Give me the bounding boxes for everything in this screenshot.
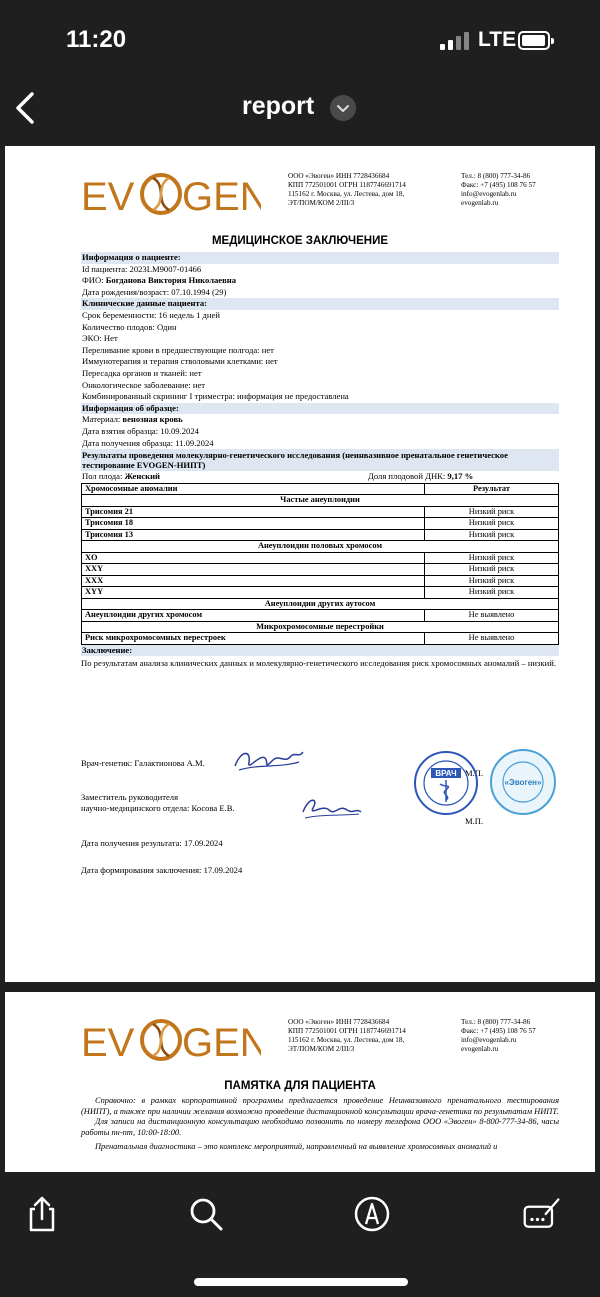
stamp-place-1: М.П.: [465, 768, 484, 778]
org-line: ЭТ/ПОМ/КОМ 2/III/3: [288, 1045, 355, 1053]
fetal-dna-value: 9,17 %: [447, 471, 474, 482]
table-row: [82, 506, 559, 518]
table-row: [82, 564, 559, 576]
clinical-line: ЭКО: Нет: [82, 333, 118, 344]
conclusion-text: По результатам анализа клинических данных и молекулярно-генетического исследования риск хромосомных аномалий – низкий.: [81, 658, 556, 669]
anomaly-result: Не выявлено: [425, 610, 559, 622]
anomaly-result: Низкий риск: [425, 575, 559, 587]
anomaly-result: Низкий риск: [425, 552, 559, 564]
contact-line: evogenlab.ru: [461, 1045, 499, 1053]
anomaly-result: Низкий риск: [425, 529, 559, 541]
anomaly-name: Трисомия 13: [82, 529, 425, 541]
table-row: [82, 518, 559, 530]
evogen-logo-icon: [81, 1014, 261, 1064]
svg-text:GEN: GEN: [182, 1021, 261, 1064]
received-date: Дата получения образца: 11.09.2024: [82, 437, 214, 448]
report-body: [81, 252, 559, 670]
section-sample: Информация об образце:: [81, 403, 559, 415]
anomaly-name: Риск микрохромосомных перестроек: [82, 633, 425, 645]
fetal-dna-label: Доля плодовой ДНК:: [368, 471, 448, 482]
table-header-row: [82, 483, 559, 495]
annotate-icon[interactable]: [522, 1194, 562, 1234]
section-clinical: Клинические данные пациента:: [81, 298, 559, 310]
section-patient: Информация о пациенте:: [81, 252, 559, 264]
org-info: [288, 1018, 448, 1054]
group-title: Анеуплоидии других аутосом: [82, 598, 559, 610]
markup-icon[interactable]: [352, 1194, 392, 1234]
section-results: Результаты проведения молекулярно-генетического исследования (неинвазивное пренатальное генетическое тестирование EVOGEN-НИПТ): [81, 449, 559, 471]
letterhead: [5, 992, 595, 1072]
contact-line: Факс: +7 (495) 108 76 57: [461, 181, 536, 189]
group-row: [82, 598, 559, 610]
memo-paragraph: Пренатальная диагностика – это комплекс мероприятий, направленный на выявление хромосомных аномалий и: [95, 1142, 498, 1151]
anomaly-name: XXY: [82, 564, 425, 576]
fetal-info: [81, 471, 559, 483]
doctor-stamp-text: ВРАЧ: [435, 769, 457, 778]
deputy-line-1: Заместитель руководителя: [81, 792, 179, 802]
group-title: Микрохромосомные перестройки: [82, 621, 559, 633]
org-line: ООО «Эвоген» ИНН 7728436684: [288, 172, 390, 180]
anomaly-name: Трисомия 18: [82, 518, 425, 530]
evogen-logo: [81, 168, 261, 218]
anomaly-result: Не выявлено: [425, 633, 559, 645]
org-line: ЭТ/ПОМ/КОМ 2/III/3: [288, 199, 355, 207]
contact-line: info@evogenlab.ru: [461, 190, 517, 198]
anomaly-name: Анеуплоидии других хромосом: [82, 610, 425, 622]
table-header: Результат: [425, 483, 559, 495]
contact-line: Тел.: 8 (800) 777-34-86: [461, 172, 531, 180]
battery-icon: [518, 31, 550, 50]
org-line: КПП 772501001 ОГРН 1187746691714: [288, 181, 406, 189]
sex-value: Женский: [124, 471, 160, 482]
sample-date: Дата взятия образца: 10.09.2024: [82, 425, 199, 436]
chevron-down-icon[interactable]: [330, 95, 356, 121]
clinical-line: Срок беременности: 16 недель 1 дней: [82, 309, 220, 320]
svg-text:GEN: GEN: [182, 175, 261, 218]
nav-bar: [0, 80, 600, 136]
fetal-sex: [82, 471, 368, 483]
anomaly-name: XO: [82, 552, 425, 564]
svg-text:EV: EV: [81, 1021, 135, 1064]
contact-line: Факс: +7 (495) 108 76 57: [461, 1027, 536, 1035]
geneticist-signature-icon: [229, 744, 307, 778]
patient-name: [81, 275, 559, 287]
home-indicator[interactable]: [194, 1278, 408, 1286]
anomaly-name: Трисомия 21: [82, 506, 425, 518]
status-bar: [0, 0, 600, 80]
clinical-line: Переливание крови в предшествующие полгода: нет: [82, 344, 274, 355]
table-row: [82, 575, 559, 587]
memo-paragraph: Для записи на дистанционную консультацию необходимо позвонить по номеру телефона ООО «Эвоген» 8-800-777-34-86, часы работы пн-пт, 10:00-18:00.: [81, 1117, 559, 1137]
org-line: 115162 г. Москва, ул. Лестева, дом 18,: [288, 1036, 405, 1044]
group-title: Частые анеуплоидии: [82, 495, 559, 507]
table-row: [82, 529, 559, 541]
group-row: [82, 541, 559, 553]
result-date: Дата получения результата: 17.09.2024: [81, 838, 223, 848]
anomaly-result: Низкий риск: [425, 506, 559, 518]
patient-id: Id пациента: 2023LM9007-01466: [82, 263, 202, 274]
table-row: [82, 552, 559, 564]
org-line: КПП 772501001 ОГРН 1187746691714: [288, 1027, 406, 1035]
fio-label: ФИО:: [82, 275, 106, 286]
org-info: [288, 172, 448, 208]
contacts: [461, 172, 571, 208]
stamp-place-2: М.П.: [465, 816, 484, 826]
group-row: [82, 621, 559, 633]
report-title: МЕДИЦИНСКОЕ ЗАКЛЮЧЕНИЕ: [211, 235, 389, 247]
company-stamp-text: «Эвоген»: [504, 778, 542, 787]
doctor-stamp-icon: [413, 750, 479, 816]
geneticist-line: Врач-генетик: Галактионова А.М.: [81, 758, 205, 768]
anomaly-result: Низкий риск: [425, 587, 559, 599]
group-row: [82, 495, 559, 507]
clinical-line: Пересадка органов и тканей: нет: [82, 367, 202, 378]
memo-text: [81, 1096, 559, 1153]
company-stamp-icon: [489, 748, 557, 816]
anomaly-result: Низкий риск: [425, 564, 559, 576]
letterhead: [5, 146, 595, 226]
table-header: Хромосомные аномалии: [82, 483, 425, 495]
anomaly-result: Низкий риск: [425, 518, 559, 530]
contact-line: Тел.: 8 (800) 777-34-86: [461, 1018, 531, 1026]
org-line: 115162 г. Москва, ул. Лестева, дом 18,: [288, 190, 405, 198]
memo-title: ПАМЯТКА ДЛЯ ПАЦИЕНТА: [224, 1080, 376, 1092]
document-title[interactable]: report: [242, 92, 315, 120]
evogen-logo-icon: [81, 168, 261, 218]
document-page-2: [5, 992, 595, 1172]
evogen-logo: [81, 1014, 261, 1064]
fio-value: Богданова Виктория Николаевна: [105, 275, 237, 286]
material-value: венозная кровь: [122, 414, 183, 425]
back-icon[interactable]: [10, 88, 40, 128]
section-conclusion: Заключение:: [81, 645, 559, 657]
clinical-line: Комбинированный скрининг I триместра: информация не предоставлена: [82, 391, 349, 402]
contacts: [461, 1018, 571, 1054]
clinical-line: Количество плодов: Один: [82, 321, 177, 332]
search-icon[interactable]: [186, 1194, 226, 1234]
fetal-dna: [368, 471, 473, 483]
conclusion-date: Дата формирования заключения: 17.09.2024: [81, 865, 243, 875]
deputy-signature-icon: [299, 792, 365, 822]
deputy-line-2: научно-медицинского отдела: Косова Е.В.: [81, 803, 235, 813]
signal-icon: [440, 32, 470, 50]
material-label: Материал:: [82, 414, 123, 425]
patient-dob: Дата рождения/возраст: 07.10.1994 (29): [82, 286, 227, 297]
svg-text:EV: EV: [81, 175, 135, 218]
clinical-line: Иммунотерапия и терапия стволовыми клетками: нет: [82, 356, 278, 367]
contact-line: info@evogenlab.ru: [461, 1036, 517, 1044]
sample-material: [81, 414, 559, 426]
table-row: [82, 587, 559, 599]
table-row: [82, 633, 559, 645]
results-table: [81, 483, 559, 645]
group-title: Анеуплоидии половых хромосом: [82, 541, 559, 553]
share-icon[interactable]: [22, 1194, 62, 1234]
anomaly-name: XYY: [82, 587, 425, 599]
clinical-line: Онкологическое заболевание: нет: [82, 379, 206, 390]
anomaly-name: XXX: [82, 575, 425, 587]
network-type: LTE: [478, 28, 517, 51]
contact-line: evogenlab.ru: [461, 199, 499, 207]
org-line: ООО «Эвоген» ИНН 7728436684: [288, 1018, 390, 1026]
status-time: 11:20: [66, 26, 127, 53]
document-page-1: [5, 146, 595, 982]
sex-label: Пол плода:: [82, 471, 125, 482]
table-row: [82, 610, 559, 622]
memo-paragraph: Справочно: в рамках корпоративной программы предлагается проведение Неинвазивного пренатального тестирования (НИПТ), а также при наличии желания возможно проведение дистанционной консультации врача-генетика по результатам НИПТ.: [81, 1096, 559, 1116]
